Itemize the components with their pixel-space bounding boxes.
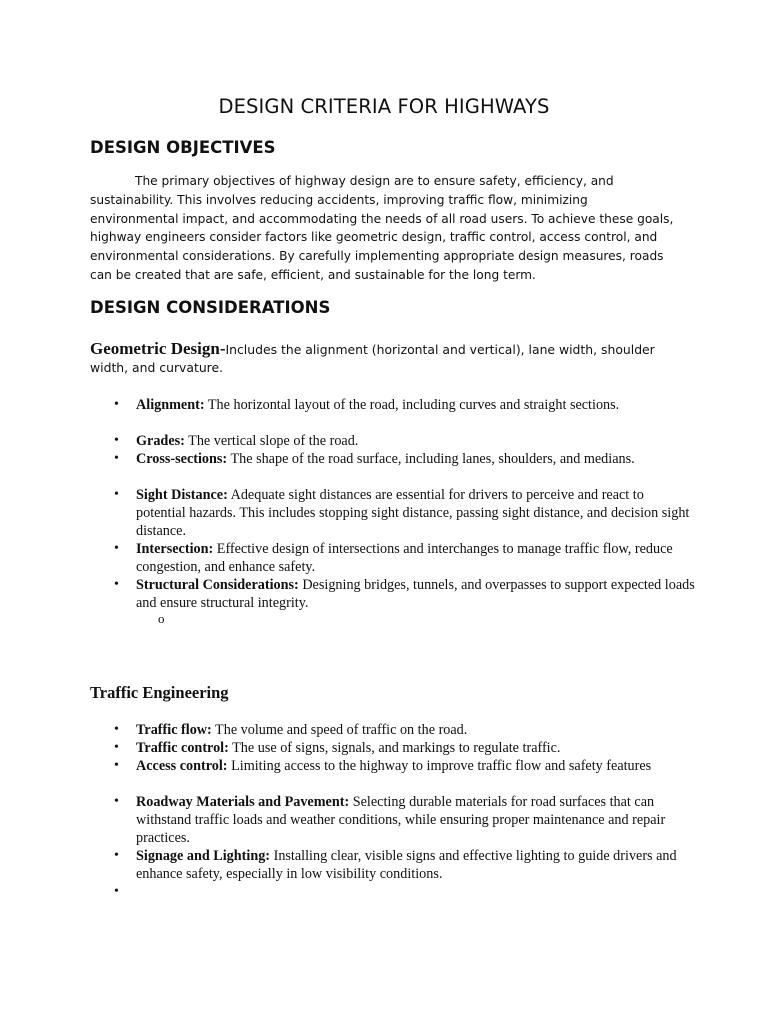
list-item	[136, 486, 696, 540]
list-item	[136, 847, 696, 883]
list-item-text: Limiting access to the highway to improve traffic flow and safety features	[227, 758, 652, 774]
objectives-text: The primary objectives of highway design are to ensure safety, efficiency, and sustainability. This involves reducing accidents, improving traffic flow, minimizing environmental impact, and accommodating the needs of all road users. To achieve these goals, highway engineers consider factors like geometric design, traffic control, access control, and environmental considerations. By carefully implementing appropriate design measures, roads can be created that are safe, efficient, and sustainable for the long term.	[90, 174, 674, 282]
list-item	[136, 793, 696, 847]
list-item	[136, 450, 696, 468]
traffic-engineering-list	[136, 721, 696, 901]
list-item-text: Adequate sight distances are essential for drivers to perceive and react to potential hazards. This includes stopping sight distance, passing sight distance, and decision sight distance.	[136, 487, 690, 539]
list-item-term: Traffic control:	[136, 740, 229, 756]
sub-bullet-marker: o	[158, 611, 165, 626]
list-item-term: Roadway Materials and Pavement:	[136, 794, 350, 810]
objectives-paragraph	[90, 172, 680, 285]
list-item-term: Sight Distance:	[136, 487, 228, 503]
list-item	[136, 739, 696, 757]
list-item-term: Access control:	[136, 758, 228, 774]
list-item-text: The horizontal layout of the road, including curves and straight sections.	[204, 397, 620, 413]
list-item-term: Intersection:	[136, 541, 214, 557]
list-item-text: The volume and speed of traffic on the road.	[211, 722, 468, 738]
list-item-term: Traffic flow:	[136, 722, 212, 738]
list-item-text: The shape of the road surface, including lanes, shoulders, and medians.	[227, 451, 635, 467]
list-item	[136, 432, 696, 450]
list-item-term: Signage and Lighting:	[136, 848, 271, 864]
list-item	[136, 396, 696, 414]
list-item-term: Alignment:	[136, 397, 205, 413]
list-item-empty	[136, 883, 696, 901]
geometric-design-text: Includes the alignment (horizontal and vertical), lane width, shoulder width, and curvature.	[90, 342, 655, 375]
geometric-design-label: Geometric Design-	[90, 339, 226, 358]
list-item	[136, 540, 696, 576]
list-item-text: Effective design of intersections and interchanges to manage traffic flow, reduce congestion, and enhance safety.	[136, 541, 673, 575]
list-item	[136, 721, 696, 739]
traffic-engineering-heading: Traffic Engineering	[90, 683, 229, 702]
list-item-text: Designing bridges, tunnels, and overpasses to support expected loads and ensure structural integrity.	[136, 577, 695, 611]
objectives-heading: DESIGN OBJECTIVES	[90, 138, 276, 157]
list-item-term: Grades:	[136, 433, 185, 449]
list-item-term: Cross-sections:	[136, 451, 228, 467]
document-title: DESIGN CRITERIA FOR HIGHWAYS	[218, 95, 550, 118]
list-item	[136, 757, 696, 775]
list-item-text: The vertical slope of the road.	[184, 433, 359, 449]
geometric-design-intro	[90, 340, 690, 377]
list-item-text: The use of signs, signals, and markings to regulate traffic.	[228, 740, 561, 756]
list-item	[136, 576, 696, 612]
list-item-term: Structural Considerations:	[136, 577, 299, 593]
list-item-text: Installing clear, visible signs and effective lighting to guide drivers and enhance safety, especially in low visibility conditions.	[136, 848, 677, 882]
list-item-text: Selecting durable materials for road surfaces that can withstand traffic loads and weather conditions, while ensuring proper maintenance and repair practices.	[136, 794, 666, 846]
considerations-heading: DESIGN CONSIDERATIONS	[90, 298, 331, 317]
geometric-design-list	[136, 396, 696, 612]
